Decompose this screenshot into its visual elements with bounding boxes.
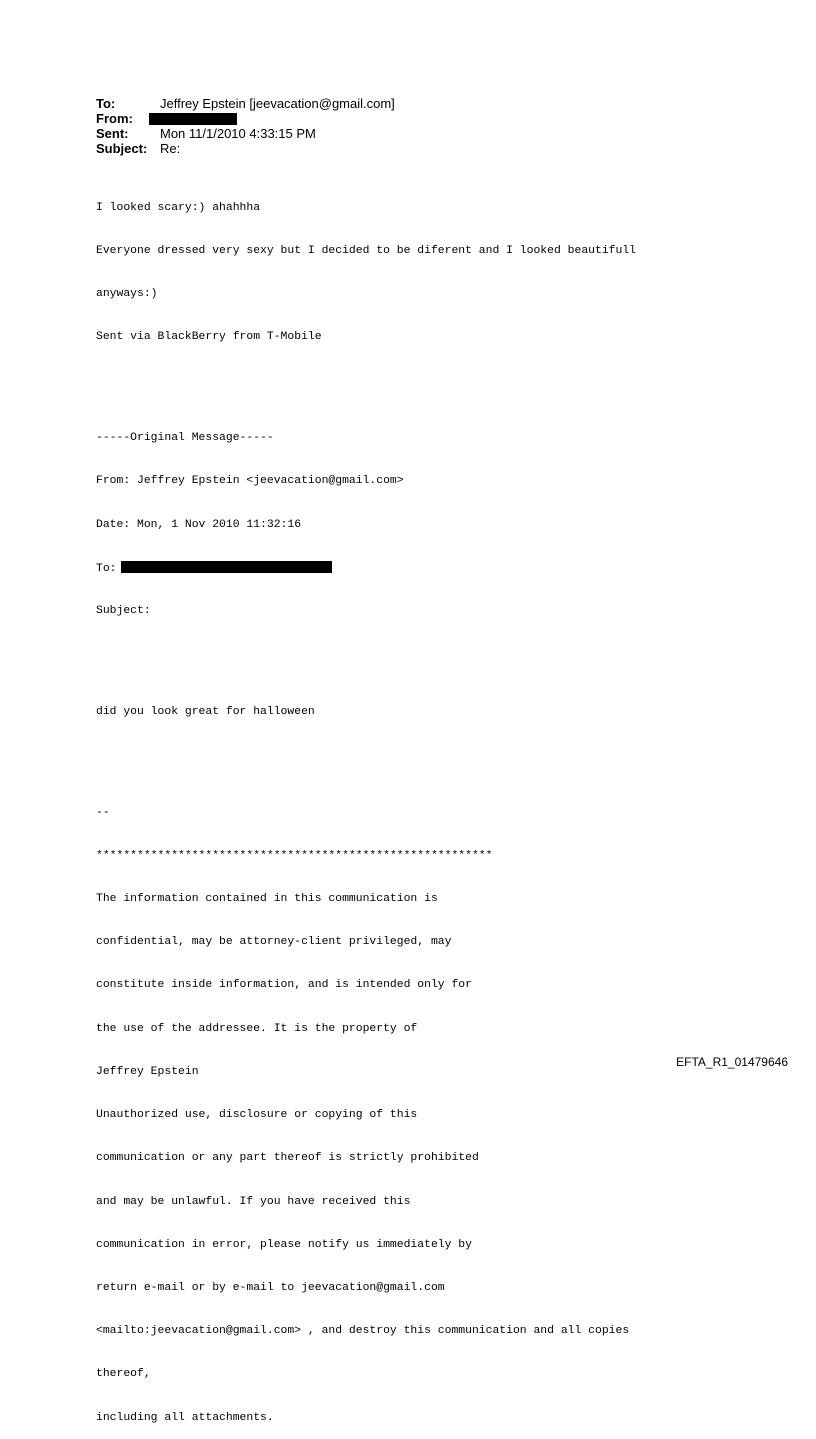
disclaimer-line: constitute inside information, and is intended only for [96,979,472,992]
document-id: EFTA_R1_01479646 [676,1055,788,1069]
disclaimer-line: Unauthorized use, disclosure or copying of this [96,1109,418,1122]
original-subject: Subject: [96,605,151,618]
original-separator: -----Original Message----- [96,432,274,445]
disclaimer-line: Jeffrey Epstein [96,1065,199,1078]
disclaimer-line: <mailto:jeevacation@gmail.com> , and destroy this communication and all copies [96,1325,630,1338]
disclaimer-line: communication in error, please notify us immediately by [96,1238,472,1251]
from-redaction-bar [149,113,237,125]
subject-value: Re: [160,141,181,156]
blank-line [96,647,776,661]
sent-label: Sent: [96,126,129,141]
reply-line: I looked scary:) ahahhha [96,201,261,214]
disclaimer-line: and may be unlawful. If you have received this [96,1195,411,1208]
to-value: Jeffrey Epstein [jeevacation@gmail.com] [160,96,395,111]
subject-label: Subject: [96,141,148,156]
to-label: To: [96,96,116,111]
to-redaction-bar [121,561,332,573]
disclaimer-line: including all attachments. [96,1411,274,1424]
disclaimer-line: return e-mail or by e-mail to jeevacation@gmail.com [96,1281,445,1294]
original-to-row [96,561,776,575]
reply-line: anyways:) [96,288,158,301]
from-row [96,111,395,126]
signature-stars: ********************************************************** [96,849,493,862]
blank-line [96,748,776,762]
blank-line [96,374,776,388]
sent-value: Mon 11/1/2010 4:33:15 PM [160,126,316,141]
subject-row [96,141,395,156]
disclaimer-line: the use of the addressee. It is the property of [96,1022,418,1035]
email-body [96,172,776,1439]
original-from: From: Jeffrey Epstein <jeevacation@gmail.com> [96,475,404,488]
disclaimer-line: thereof, [96,1368,151,1381]
reply-line: Everyone dressed very sexy but I decided to be diferent and I looked beautifull [96,245,637,258]
sent-row [96,126,395,141]
from-label: From: [96,111,133,126]
signature-dash: -- [96,806,110,819]
disclaimer-line: The information contained in this communication is [96,893,438,906]
disclaimer-line: communication or any part thereof is strictly prohibited [96,1152,479,1165]
email-header [96,96,395,156]
disclaimer-line: confidential, may be attorney-client privileged, may [96,936,452,949]
original-message: did you look great for halloween [96,705,315,718]
to-row [96,96,395,111]
reply-line: Sent via BlackBerry from T-Mobile [96,331,322,344]
original-date: Date: Mon, 1 Nov 2010 11:32:16 [96,518,302,531]
original-to-label: To: [96,562,117,575]
